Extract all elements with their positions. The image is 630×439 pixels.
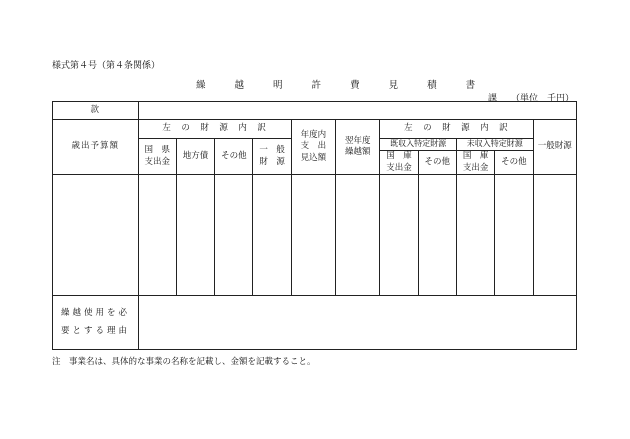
national-treasury-header-received: 国 庫 支出金: [380, 151, 418, 175]
title-char: 明: [273, 80, 283, 91]
data-cell[interactable]: [380, 175, 418, 296]
source-breakdown-right: 左 の 財 源 内 訳: [380, 120, 533, 139]
other-header-received: その他: [418, 151, 456, 175]
reason-label: 繰越使用を必 要とする理由: [53, 296, 139, 350]
form-number: 様式第４号（第４条関係）: [52, 61, 161, 71]
title-char: 越: [234, 80, 245, 91]
next-year-carryover-header: 翌年度 繰越額: [336, 120, 380, 175]
source-breakdown-left: 左 の 財 源 内 訳: [138, 120, 291, 139]
section-label: 課: [487, 94, 497, 104]
general-source-right-header: 一般財源: [533, 120, 577, 175]
data-cell[interactable]: [418, 175, 456, 296]
data-cell[interactable]: [215, 175, 253, 296]
title-char: 積: [427, 80, 437, 91]
data-cell[interactable]: [495, 175, 533, 296]
data-cell[interactable]: [456, 175, 494, 296]
other-header-left: その他: [215, 139, 253, 175]
data-cell[interactable]: [53, 175, 139, 296]
title-char: 繰: [196, 80, 206, 91]
title-char: 費: [350, 80, 360, 91]
document-title: [196, 77, 475, 91]
reason-value-cell[interactable]: [138, 296, 576, 350]
data-cell[interactable]: [138, 175, 176, 296]
data-cell[interactable]: [176, 175, 214, 296]
received-specific-header: 既収入特定財源: [380, 139, 457, 151]
carryover-estimate-table: [52, 101, 577, 350]
title-char: 書: [465, 80, 476, 91]
general-source-header: 一 般 財 源: [253, 139, 291, 175]
unreceived-specific-header: 未収入特定財源: [456, 139, 533, 151]
title-char: 許: [311, 80, 322, 91]
item-value-cell[interactable]: [138, 102, 576, 120]
data-cell[interactable]: [533, 175, 577, 296]
data-cell[interactable]: [253, 175, 291, 296]
footnote: 注 事業名は、具体的な事業の名称を記載し、金額を記載すること。: [52, 357, 316, 367]
data-cell[interactable]: [336, 175, 380, 296]
fy-expenditure-header: 年度内 支 出 見込額: [291, 120, 335, 175]
title-char: 見: [388, 80, 399, 91]
data-cell[interactable]: [291, 175, 335, 296]
item-label: 款: [53, 102, 139, 120]
budget-label: 歳出予算額: [53, 120, 139, 175]
local-bond-header: 地方債: [176, 139, 214, 175]
national-treasury-header-unreceived: 国 庫 支出金: [456, 151, 494, 175]
national-prefectural-header: 国 県 支出金: [138, 139, 176, 175]
other-header-unreceived: その他: [495, 151, 533, 175]
unit-label: （単位 千円）: [510, 94, 574, 104]
